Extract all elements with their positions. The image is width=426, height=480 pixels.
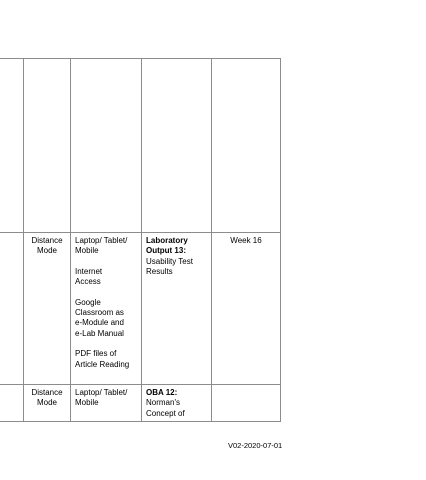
mode-cell: Distance Mode: [24, 385, 71, 422]
output-body: [146, 398, 207, 419]
cell-line: Classroom as: [75, 308, 124, 318]
reference-link[interactable]: [0, 113, 19, 123]
blank-line: [0, 308, 19, 318]
reference-link[interactable]: [0, 103, 19, 113]
output-cell: [142, 233, 212, 385]
cell-line: Internet: [75, 266, 103, 276]
cell-line: OBA 12:: [146, 388, 178, 397]
week-cell: Week 16: [212, 233, 281, 385]
output-title: [146, 388, 207, 398]
cell-line: Laptop/ Tablet/: [75, 236, 128, 245]
cell-line: Mobile: [75, 246, 99, 256]
reference-link[interactable]: [0, 318, 19, 328]
cell-line: [0, 236, 19, 246]
cell-line: [0, 277, 19, 287]
mode-cell: [24, 59, 71, 233]
cell-line: Access: [75, 277, 101, 287]
reference-link[interactable]: [0, 83, 19, 93]
devices-cell: [71, 59, 142, 233]
blank-line: [75, 257, 137, 267]
cell-line: e-Lab Manual: [75, 328, 124, 338]
output-body: [146, 257, 207, 278]
week-cell: [212, 385, 281, 422]
devices-cell: [71, 385, 142, 422]
week-cell: [212, 59, 281, 233]
cell-line: e-Module and: [75, 318, 124, 328]
version-footer: V02-2020-07-01: [228, 441, 283, 450]
cell-line: Laptop/ Tablet/: [75, 388, 128, 397]
output-cell: [142, 385, 212, 422]
cell-line: Output 13:: [146, 246, 186, 256]
course-plan-table: [0, 58, 281, 422]
table-row: [0, 233, 281, 385]
mode-cell: Distance Mode: [24, 233, 71, 385]
cell-line: Usability Test: [146, 256, 193, 266]
cell-line: [0, 62, 19, 72]
output-title: [146, 236, 207, 257]
cell-line: [0, 409, 19, 419]
cell-line: [0, 72, 19, 82]
devices-cell: [71, 233, 142, 385]
reference-cell: [0, 59, 24, 233]
cell-line: [0, 257, 19, 267]
blank-line: [0, 93, 19, 103]
cell-line: Google: [75, 297, 101, 307]
output-cell: [142, 59, 212, 233]
cell-line: Concept of: [146, 408, 185, 418]
cell-line: Laboratory: [146, 236, 188, 245]
reference-cell: [0, 233, 24, 385]
cell-line: Mobile: [75, 398, 99, 408]
blank-line: [75, 339, 137, 349]
reference-link[interactable]: [0, 339, 19, 349]
cell-line: [0, 246, 19, 256]
cell-line: Norman's: [146, 398, 180, 408]
table-row: [0, 385, 281, 422]
cell-line: [0, 287, 19, 297]
cell-line: [0, 398, 19, 408]
blank-line: [75, 287, 137, 297]
blank-line: [0, 267, 19, 277]
cell-line: Results: [146, 266, 173, 276]
reference-link[interactable]: [0, 124, 19, 134]
cell-line: [0, 388, 19, 398]
reference-link[interactable]: [0, 298, 19, 308]
reference-link[interactable]: [0, 329, 19, 339]
table-row: [0, 59, 281, 233]
cell-line: Article Reading: [75, 359, 130, 369]
cell-line: PDF files of: [75, 349, 117, 359]
reference-cell: [0, 385, 24, 422]
